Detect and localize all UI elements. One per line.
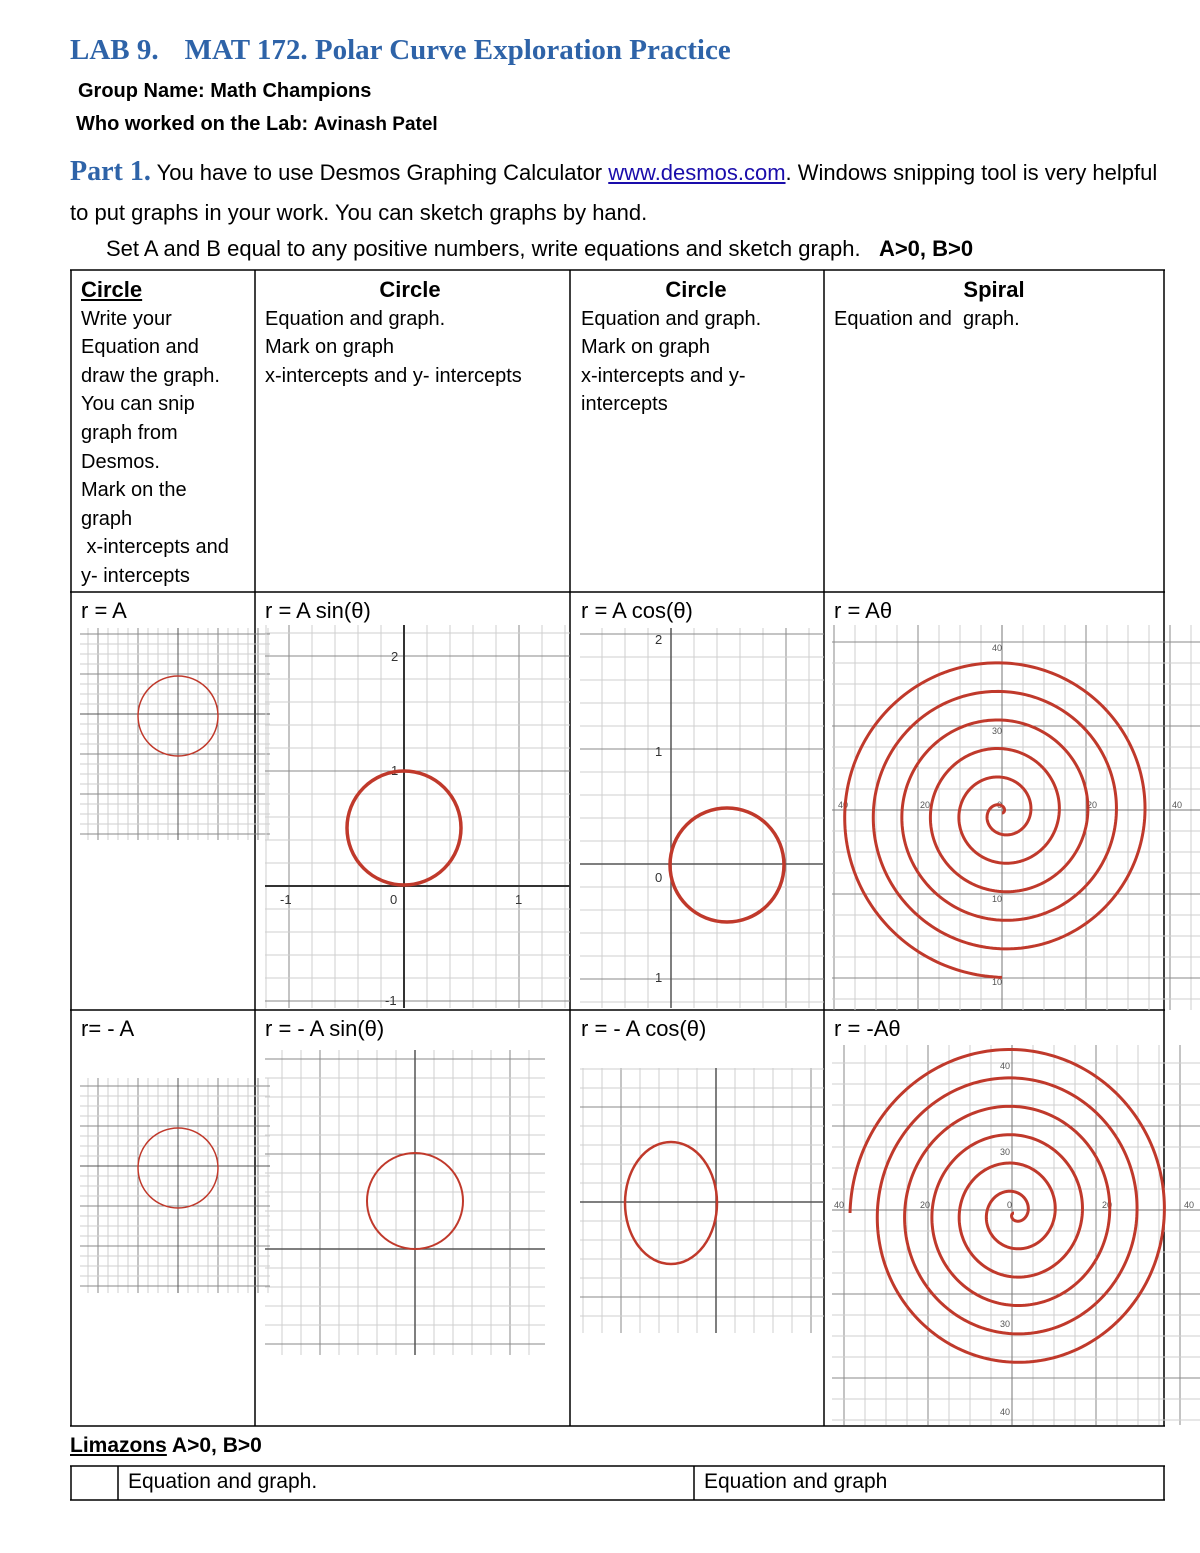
col2-instructions: Circle Equation and graph. Mark on graph x-intercepts and y- intercepts xyxy=(265,276,565,390)
col1-header: Circle xyxy=(81,277,143,302)
part1-label: Part 1. xyxy=(70,156,151,187)
tick-label: 30 xyxy=(1000,1319,1011,1329)
eq-r-equals-a: r = A xyxy=(81,598,127,623)
tick-label: 40 xyxy=(1172,800,1183,810)
tick-label: 2 xyxy=(655,632,663,647)
tick-label: 0 xyxy=(390,892,398,907)
limacons-col3-header: Equation and graph xyxy=(704,1470,888,1493)
tick-label: 20 xyxy=(1087,800,1098,810)
eq-r-neg-a-sin: r = - A sin(θ) xyxy=(265,1016,385,1041)
eq-r-neg-a: r= - A xyxy=(81,1016,135,1041)
col4-header: Spiral xyxy=(963,277,1025,302)
tick-label: 30 xyxy=(992,726,1003,736)
tick-label: 1 xyxy=(655,970,663,985)
tick-label: 40 xyxy=(992,643,1003,653)
limacons-col2-header: Equation and graph. xyxy=(128,1470,318,1493)
col1-instructions: Circle Write your Equation and draw the graph. You can snip graph from Desmos. Mark on the graph x-intercepts and y- intercepts xyxy=(81,276,251,591)
tick-label: 40 xyxy=(1000,1061,1011,1071)
tick-label: 0 xyxy=(655,870,663,885)
part1-instructions: Part 1. You have to use Desmos Graphing Calculator www.desmos.com. Windows snipping tool is very helpful to put graphs in your work. You can sketch graphs by hand. xyxy=(70,156,1158,225)
tick-label: -1 xyxy=(385,993,397,1008)
workers-line: Who worked on the Lab: Avinash Patel xyxy=(76,113,438,135)
eq-r-a-theta: r = Aθ xyxy=(834,598,893,623)
tick-label: 10 xyxy=(992,977,1003,987)
tick-label: 10 xyxy=(992,894,1003,904)
eq-r-a-cos: r = A cos(θ) xyxy=(581,598,693,623)
eq-r-neg-a-cos: r = - A cos(θ) xyxy=(581,1016,707,1041)
tick-label: 1 xyxy=(515,892,523,907)
tick-label: 40 xyxy=(838,800,849,810)
tick-label: 1 xyxy=(391,763,399,778)
group-name-line: Group Name: Math Champions xyxy=(78,80,372,102)
eq-r-a-sin: r = A sin(θ) xyxy=(265,598,371,623)
eq-r-neg-a-theta: r = -Aθ xyxy=(834,1016,901,1041)
tick-label: 0 xyxy=(997,800,1003,810)
col3-header: Circle xyxy=(665,277,727,302)
tick-label: 30 xyxy=(1000,1147,1011,1157)
tick-label: 20 xyxy=(1102,1200,1113,1210)
tick-label: 0 xyxy=(1007,1200,1013,1210)
page-title: LAB 9. MAT 172. Polar Curve Exploration Practice xyxy=(70,34,731,66)
tick-label: 20 xyxy=(920,800,931,810)
col2-header: Circle xyxy=(379,277,441,302)
set-instructions: Set A and B equal to any positive numbers, write equations and sketch graph. A>0, B>0 xyxy=(106,236,974,261)
col4-instructions: Spiral Equation and graph. xyxy=(834,276,1154,333)
tick-label: 40 xyxy=(1184,1200,1195,1210)
tick-label: 40 xyxy=(834,1200,845,1210)
tick-label: -1 xyxy=(280,892,292,907)
limacons-heading: Limazons A>0, B>0 xyxy=(70,1434,262,1457)
tick-label: 20 xyxy=(920,1200,931,1210)
tick-label: 40 xyxy=(1000,1407,1011,1417)
tick-label: 1 xyxy=(655,744,663,759)
tick-label: 2 xyxy=(391,649,399,664)
col3-instructions: Circle Equation and graph. Mark on graph x-intercepts and y- intercepts xyxy=(581,276,821,419)
desmos-link[interactable]: www.desmos.com xyxy=(608,160,786,185)
